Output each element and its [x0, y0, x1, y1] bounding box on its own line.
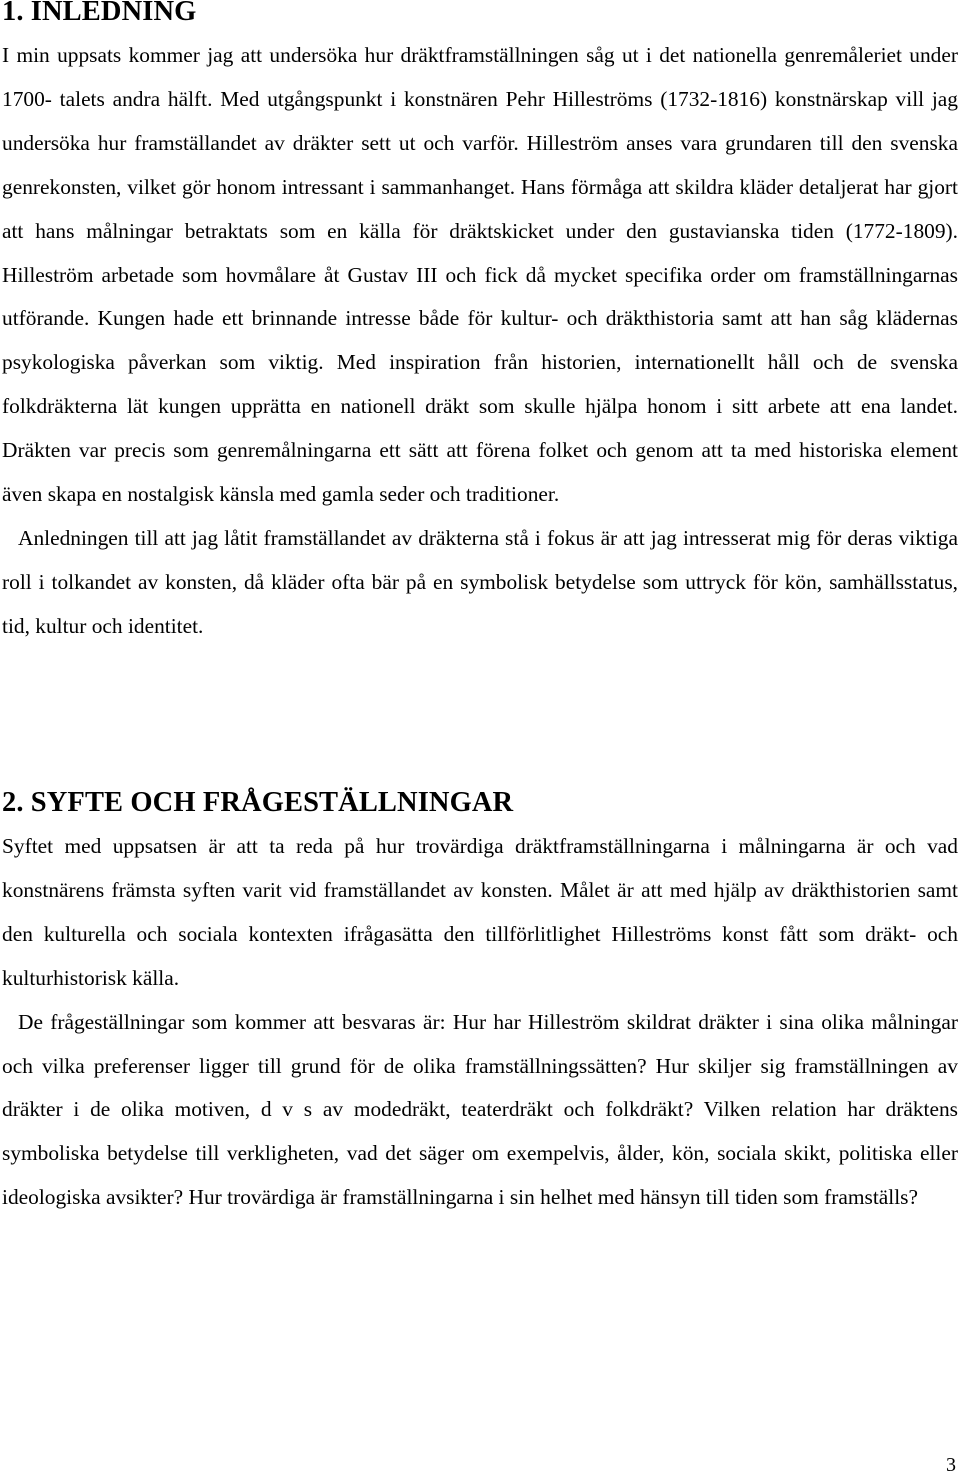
paragraph-inledning-2: Anledningen till att jag låtit framställandet av dräkterna stå i fokus är att jag intresserat mig för deras viktiga roll i tolkandet av konsten, då kläder ofta bär på en symbolisk betydelse som uttryck för kön, samhällsstatus, tid, kultur och identitet. — [2, 525, 958, 638]
section-inledning — [2, 0, 958, 649]
section-heading-syfte: 2. SYFTE OCH FRÅGESTÄLLNINGAR — [2, 787, 514, 818]
section-syfte — [2, 781, 958, 1220]
page-number: 3 — [946, 1454, 956, 1476]
section-heading-inledning: 1. INLEDNING — [2, 0, 197, 27]
paragraph-syfte-1: Syftet med uppsatsen är att ta reda på hur trovärdiga dräktframställningarna i målningarna är och vad konstnärens främsta syften varit vid framställandet av konsten. Målet är att med hjälp av dräkthistorien samt den kulturella och sociala kontexten ifrågasätta den tillförlitlighet Hilleströms konst fått som dräkt- och kulturhistorisk källa. — [2, 834, 958, 990]
paragraph-inledning-1: I min uppsats kommer jag att undersöka hur dräktframställningen såg ut i det nationella genremåleriet under 1700- talets andra hälft. Med utgångspunkt i konstnären Pehr Hilleströms (1732-1816) konstnärskap vill jag undersöka hur framställandet av dräkter sett ut och varför. Hilleström anses vara grundaren till den svenska genrekonsten, vilket gör honom intressant i sammanhanget. Hans förmåga att skildra kläder detaljerat har gjort att hans målningar betraktats som en källa för dräktskicket under den gustavianska tiden (1772-1809). Hilleström arbetade som hovmålare åt Gustav III och fick då mycket specifika order om framställningarnas utförande. Kungen hade ett brinnande intresse både för kultur- och dräkthistoria samt att han såg klädernas psykologiska påverkan som viktig. Med inspiration från historien, internationellt håll och de svenska folkdräkterna lät kungen upprätta en nationell dräkt som skulle hjälpa honom i sitt arbete att ena landet. Dräkten var precis som genremålningarna ett sätt att förena folket och genom att ta med historiska element även skapa en nostalgisk känsla med gamla seder och traditioner. — [2, 43, 958, 507]
paragraph-syfte-2: De frågeställningar som kommer att besvaras är: Hur har Hilleström skildrat dräkter i sina olika målningar och vilka preferenser ligger till grund för de olika framställningssätten? Hur skiljer sig framställningen av dräkter i de olika motiven, d v s av modedräkt, teaterdräkt och folkdräkt? Vilken relation har dräktens symboliska betydelse till verkligheten, vad det säger om exempelvis, ålder, kön, sociala skikt, politiska eller ideologiska avsikter? Hur trovärdiga är framställningarna i sin helhet med hänsyn till tiden som framställs? — [2, 1009, 958, 1210]
